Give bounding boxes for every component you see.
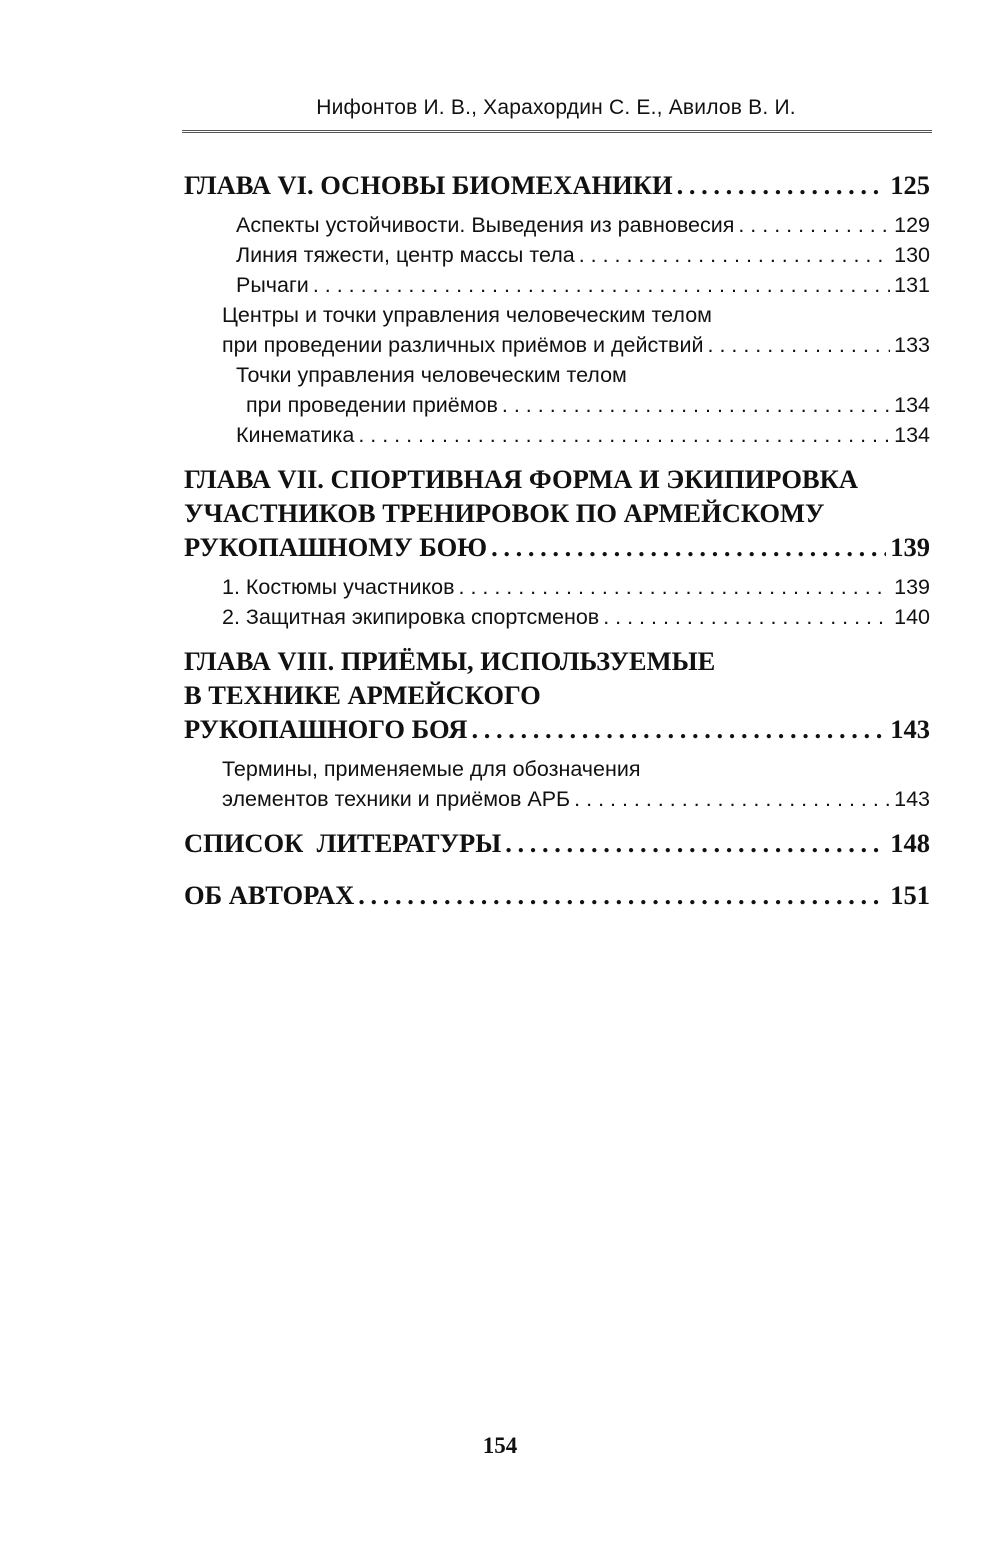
toc-item-page: 139 bbox=[894, 575, 930, 599]
toc-item-centers[interactable] bbox=[184, 300, 930, 360]
toc-item-title-line: элементов техники и приёмов АРБ bbox=[222, 787, 571, 811]
toc-item[interactable] bbox=[222, 572, 930, 602]
toc-chapter-8-page: 143 bbox=[890, 714, 930, 744]
toc-bibliography-title: СПИСОК ЛИТЕРАТУРЫ bbox=[184, 828, 502, 858]
leader-dots bbox=[491, 530, 886, 564]
toc-bibliography[interactable] bbox=[184, 826, 930, 860]
leader-dots bbox=[313, 270, 890, 300]
toc-authors[interactable] bbox=[184, 878, 930, 912]
leader-dots bbox=[502, 390, 890, 420]
toc-authors-title: ОБ АВТОРАХ bbox=[184, 880, 355, 910]
toc-item[interactable] bbox=[236, 210, 930, 240]
leader-dots bbox=[677, 168, 887, 202]
leader-dots bbox=[459, 572, 891, 602]
toc-item-page: 130 bbox=[894, 243, 930, 267]
toc-item-page: 134 bbox=[894, 393, 930, 417]
leader-dots bbox=[603, 602, 890, 632]
toc-chapter-7-title-line: УЧАСТНИКОВ ТРЕНИРОВОК ПО АРМЕЙСКОМУ bbox=[184, 498, 825, 528]
toc-bibliography-page: 148 bbox=[890, 828, 930, 858]
toc-authors-page: 151 bbox=[890, 880, 930, 910]
toc-item-title: Линия тяжести, центр массы тела bbox=[236, 243, 575, 267]
toc-item-page: 131 bbox=[894, 273, 930, 297]
leader-dots bbox=[358, 420, 890, 450]
toc-item-title: 2. Защитная экипировка спортсменов bbox=[222, 605, 600, 629]
toc-chapter-7-page: 139 bbox=[890, 532, 930, 562]
toc-chapter-8-title-line: ГЛАВА VIII. ПРИЁМЫ, ИСПОЛЬЗУЕМЫЕ bbox=[184, 646, 716, 676]
toc-chapter-8[interactable] bbox=[184, 644, 930, 746]
toc-item-page: 134 bbox=[894, 423, 930, 447]
toc-item-title-line: при проведении приёмов bbox=[246, 393, 498, 417]
toc-item-title: 1. Костюмы участников bbox=[222, 575, 455, 599]
leader-dots bbox=[505, 826, 886, 860]
leader-dots bbox=[471, 712, 886, 746]
toc-item-kinematics[interactable] bbox=[236, 420, 930, 450]
toc-item-title: Рычаги bbox=[236, 273, 309, 297]
toc-item-terms[interactable] bbox=[184, 754, 930, 814]
toc-item-title: Аспекты устойчивости. Выведения из равновесия bbox=[236, 213, 735, 237]
toc-item-title-line: Центры и точки управления человеческим телом bbox=[222, 303, 712, 327]
leader-dots bbox=[358, 878, 886, 912]
toc-item-title-line: при проведении различных приёмов и действий bbox=[222, 333, 704, 357]
toc-item-title-line: Термины, применяемые для обозначения bbox=[222, 757, 641, 781]
header-rule bbox=[182, 130, 932, 133]
toc-item-page: 129 bbox=[894, 213, 930, 237]
toc-item-page: 140 bbox=[894, 605, 930, 629]
toc-chapter-8-title-line: РУКОПАШНОГО БОЯ bbox=[184, 714, 468, 744]
toc-item-page: 133 bbox=[894, 333, 930, 357]
leader-dots bbox=[579, 240, 890, 270]
running-head: Нифонтов И. В., Харахордин С. Е., Авилов В. И. bbox=[316, 96, 796, 119]
toc-chapter-7[interactable] bbox=[184, 462, 930, 564]
leader-dots bbox=[574, 784, 890, 814]
toc-item[interactable] bbox=[236, 270, 930, 300]
toc-chapter-8-title-line: В ТЕХНИКЕ АРМЕЙСКОГО bbox=[184, 680, 541, 710]
toc-item-title: Кинематика bbox=[236, 423, 355, 447]
toc-chapter-6-title: ГЛАВА VI. ОСНОВЫ БИОМЕХАНИКИ bbox=[184, 170, 673, 200]
toc-chapter-7-title-line: ГЛАВА VII. СПОРТИВНАЯ ФОРМА И ЭКИПИРОВКА bbox=[184, 464, 858, 494]
leader-dots bbox=[708, 330, 891, 360]
table-of-contents bbox=[184, 168, 930, 912]
toc-chapter-6-page: 125 bbox=[890, 170, 930, 200]
toc-item[interactable] bbox=[236, 240, 930, 270]
toc-item-title-line: Точки управления человеческим телом bbox=[236, 363, 627, 387]
toc-chapter-6[interactable] bbox=[184, 168, 930, 202]
toc-item-points[interactable] bbox=[184, 360, 930, 450]
toc-item-page: 143 bbox=[894, 787, 930, 811]
toc-chapter-7-title-line: РУКОПАШНОМУ БОЮ bbox=[184, 532, 488, 562]
leader-dots bbox=[738, 210, 890, 240]
page-number: 154 bbox=[482, 1433, 518, 1458]
toc-item[interactable] bbox=[222, 602, 930, 632]
